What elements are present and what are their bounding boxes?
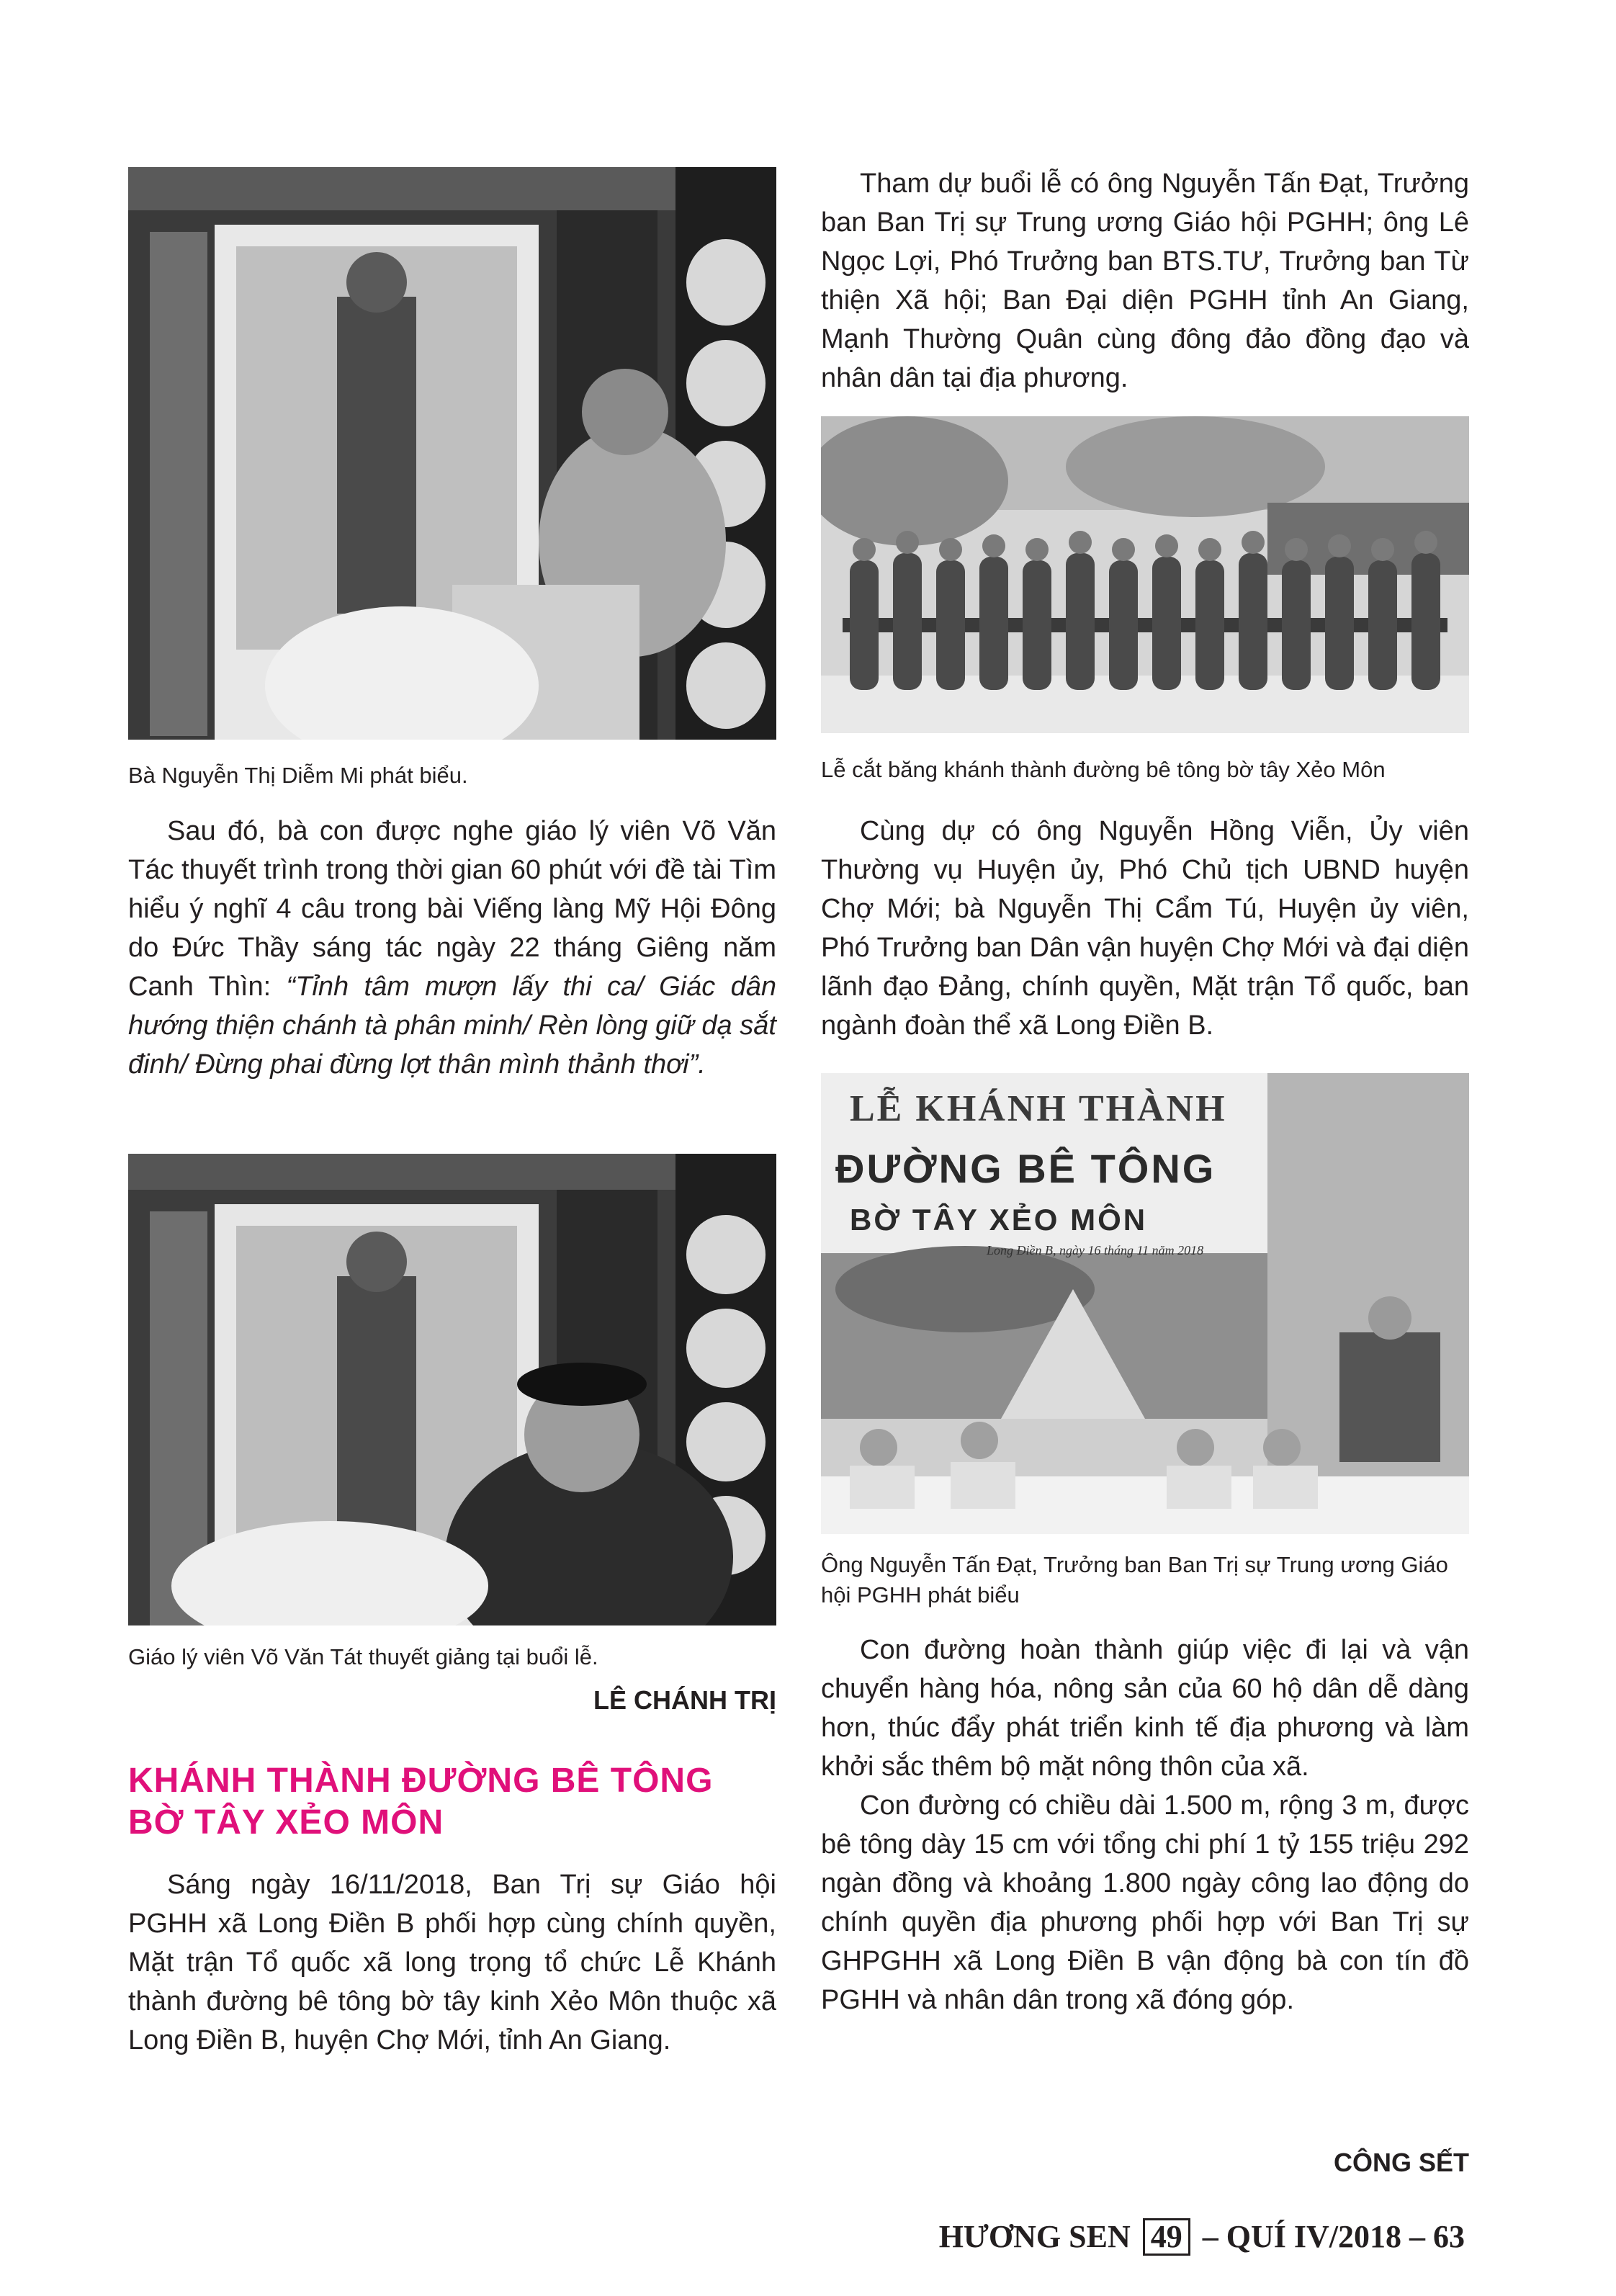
paragraph-ceremony-intro: [128, 1865, 776, 2060]
paragraph-benefits-text: Con đường hoàn thành giúp việc đi lại và vận chuyển hàng hóa, nông sản của 60 hộ dân dễ dàng hơn, thúc đẩy phát triển kinh tế địa phương và làm khởi sắc thêm bộ mặt nông thôn của xã.: [821, 1635, 1469, 1782]
photo4-caption: Ông Nguyễn Tấn Đạt, Trưởng ban Ban Trị sự Trung ương Giáo hội PGHH phát biểu: [821, 1552, 1448, 1607]
photo-speaker-woman: [128, 167, 776, 740]
author-cong-set: CÔNG SẾT: [1333, 2148, 1469, 2177]
paragraph-speech-topic-text: Sau đó, bà con được nghe giáo lý viên Võ Văn Tác thuyết trình trong thời gian 60 phút với đề tài Tìm hiểu ý nghĩ 4 câu trong bài Viếng làng Mỹ Hội Đông do Đức Thầy sáng tác ngày 22 tháng Giêng năm Canh Thìn:: [128, 816, 776, 1002]
photo-ribbon-cutting: [821, 416, 1469, 733]
author-le-chanh-tri: LÊ CHÁNH TRỊ: [593, 1685, 776, 1715]
photo-lecturer: [128, 1154, 776, 1625]
paragraph-ceremony-intro-text: Sáng ngày 16/11/2018, Ban Trị sự Giáo hội PGHH xã Long Điền B phối hợp cùng chính quyền, Mặt trận Tổ quốc xã long trọng tổ chức Lễ Khánh thành đường bê tông bờ tây kinh Xẻo Môn thuộc xã Long Điền B, huyện Chợ Mới, tỉnh An Giang.: [128, 1870, 776, 2055]
paragraph-speech-topic: [128, 812, 776, 1084]
photo3-caption: Lễ cắt băng khánh thành đường bê tông bờ tây Xẻo Môn: [821, 757, 1386, 782]
photo-banner-speech: [821, 1073, 1469, 1534]
page-number: 63: [1433, 2219, 1465, 2254]
paragraph-attendees: [821, 164, 1469, 398]
page-footer: [939, 2218, 1465, 2256]
magazine-name: HƯƠNG SEN: [938, 2219, 1131, 2254]
paragraph-attendees-text: Tham dự buổi lễ có ông Nguyễn Tấn Đạt, Trưởng ban Ban Trị sự Trung ương Giáo hội PGHH; ông Lê Ngọc Lợi, Phó Trưởng ban BTS.TƯ, Trưởng ban Từ thiện Xã hội; Ban Đại diện PGHH tỉnh An Giang, Mạnh Thường Quân cùng đông đảo đồng đạo và nhân dân tại địa phương.: [821, 169, 1469, 393]
issue-number: 49: [1143, 2218, 1190, 2256]
paragraph-benefits: [821, 1631, 1469, 2019]
banner-title-line2: ĐƯỜNG BÊ TÔNG: [835, 1146, 1216, 1191]
photo1-caption: Bà Nguyễn Thị Diễm Mi phát biểu.: [128, 763, 468, 788]
photo2-caption: Giáo lý viên Võ Văn Tát thuyết giảng tại buổi lễ.: [128, 1644, 598, 1669]
banner-title-line1: LỄ KHÁNH THÀNH: [850, 1088, 1227, 1129]
paragraph-officials-text: Cùng dự có ông Nguyễn Hồng Viễn, Ủy viên Thường vụ Huyện ủy, Phó Chủ tịch UBND huyện Chợ Mới; bà Nguyễn Thị Cẩm Tú, Huyện ủy viên, Phó Trưởng ban Dân vận huyện Chợ Mới và đại diện lãnh đạo Đảng, chính quyền, Mặt trận Tổ quốc, ban ngành đoàn thể xã Long Điền B.: [821, 816, 1469, 1041]
poem-quote: “Tỉnh tâm mượn lấy thi ca/ Giác dân hướng thiện chánh tà phân minh/ Rèn lòng giữ dạ sắt đinh/ Đừng phai đừng lợt thân mình thảnh thơi”.: [128, 972, 776, 1080]
paragraph-officials: [821, 812, 1469, 1045]
banner-date: Long Điền B, ngày 16 tháng 11 năm 2018: [987, 1243, 1204, 1257]
issue-period: – QUÍ IV/2018 –: [1202, 2219, 1425, 2254]
paragraph-road-specs: Con đường có chiều dài 1.500 m, rộng 3 m, được bê tông dày 15 cm với tổng chi phí 1 tỷ 155 triệu 292 ngàn đồng và khoảng 1.800 ngày công lao động do chính quyền địa phương phối hợp với Ban Trị sự GHPGHH xã Long Điền B vận động bà con tín đồ PGHH và nhân dân trong xã đóng góp.: [821, 1790, 1469, 2015]
banner-title-line3: BỜ TÂY XẺO MÔN: [850, 1203, 1148, 1237]
article-headline: KHÁNH THÀNH ĐƯỜNG BÊ TÔNG BỜ TÂY XẺO MÔN: [128, 1762, 714, 1842]
